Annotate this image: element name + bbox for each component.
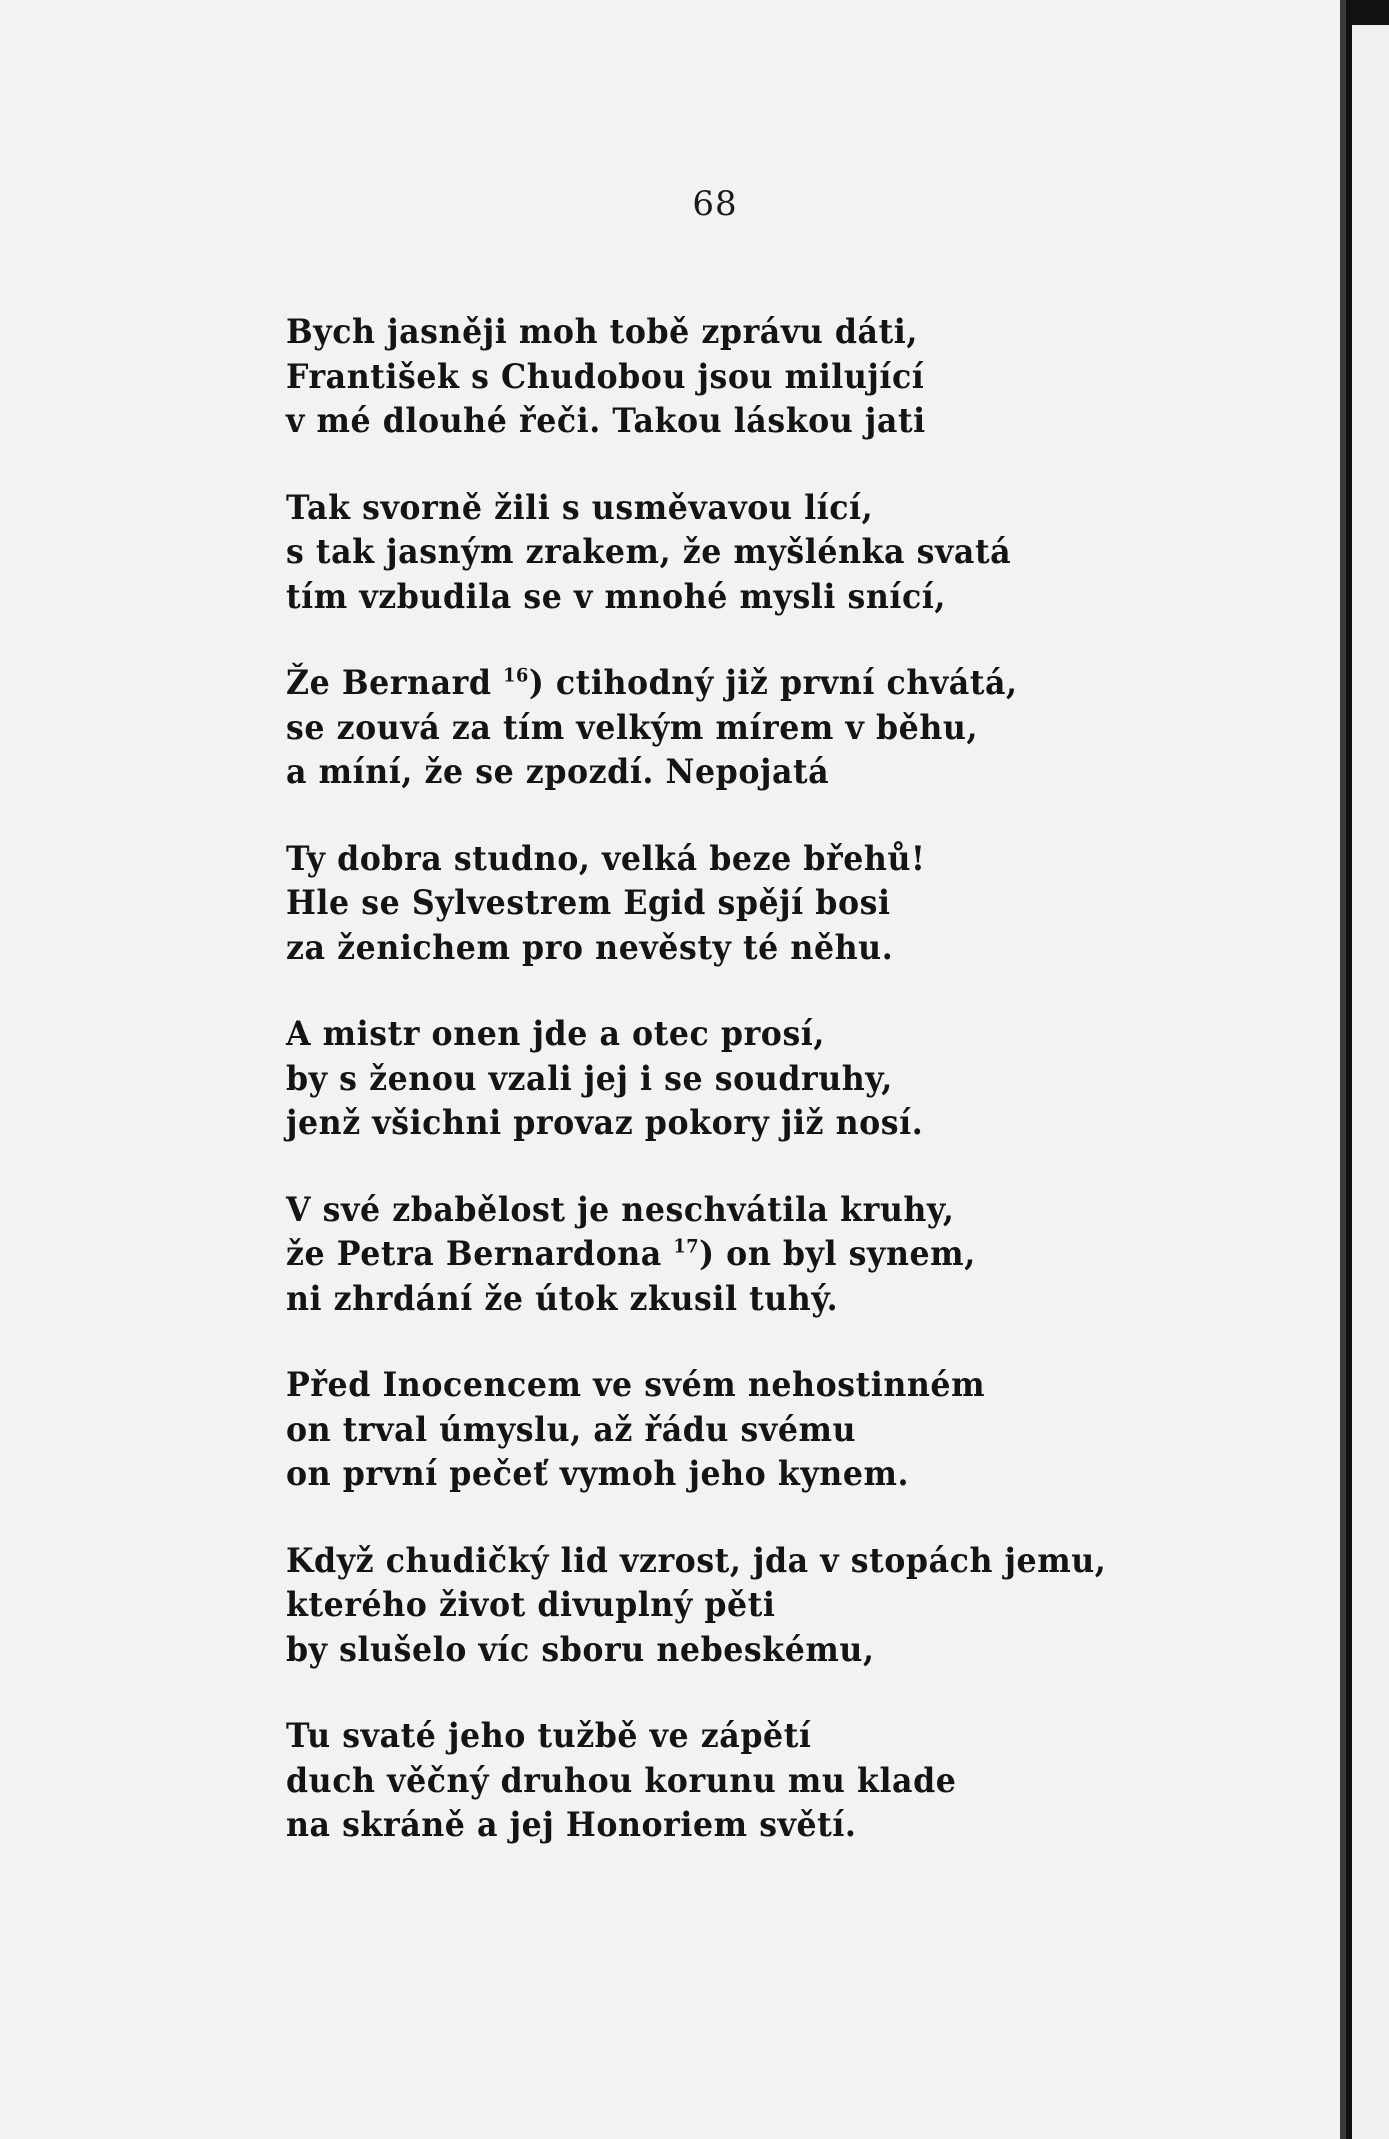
- stanza: [286, 486, 1286, 620]
- verse-text: Že Bernard: [286, 663, 504, 703]
- verse-line: jenž všichni provaz pokory již nosí.: [286, 1103, 924, 1143]
- verse-line: v mé dlouhé řeči. Takou láskou jati: [286, 401, 926, 441]
- verse-text: ) on byl synem,: [699, 1234, 976, 1274]
- verse-line: Tu svaté jeho tužbě ve zápětí: [286, 1716, 812, 1756]
- verse-line: za ženichem pro nevěsty té něhu.: [286, 927, 894, 968]
- verse-line: Před Inocencem ve svém nehostinném: [286, 1365, 986, 1405]
- verse-line: ni zhrdání že útok zkusil tuhý.: [286, 1278, 839, 1319]
- verse-line: by s ženou vzali jej i se soudruhy,: [286, 1058, 893, 1099]
- verse-line: Tak svorně žili s usměvavou lící,: [286, 487, 874, 528]
- footnote-marker: 17: [673, 1235, 700, 1258]
- verse-line: on trval úmyslu, až řádu svému: [286, 1409, 857, 1450]
- verse-line: kterého život divuplný pěti: [286, 1585, 776, 1625]
- verse-text: ) ctihodný již první chvátá,: [528, 663, 1018, 703]
- verse-line: a míní, že se zpozdí. Nepojatá: [286, 752, 830, 792]
- verse-line: Hle se Sylvestrem Egid spějí bosi: [286, 883, 891, 923]
- verse-line: Ty dobra studno, velká beze břehů!: [286, 838, 926, 879]
- verse-line: tím vzbudila se v mnohé mysli snící,: [286, 576, 946, 617]
- verse-line: František s Chudobou jsou milující: [286, 356, 925, 397]
- stanza: [286, 1539, 1286, 1673]
- verse-text: že Petra Bernardona: [286, 1234, 674, 1274]
- page-number: 68: [692, 184, 738, 224]
- verse-line: A mistr onen jde a otec prosí,: [286, 1014, 825, 1054]
- stanza: [286, 1363, 1286, 1497]
- verse-line: Když chudičký lid vzrost, jda v stopách jemu,: [286, 1540, 1107, 1581]
- verse-line: s tak jasným zrakem, že myšlénka svatá: [286, 532, 1012, 572]
- page-edge-shadow: [1340, 0, 1346, 2139]
- footnote-marker: 16: [503, 664, 529, 687]
- verse-line: duch věčný druhou korunu mu klade: [286, 1760, 957, 1801]
- verse-line: [286, 1232, 1216, 1277]
- poem-body: [286, 310, 1286, 1890]
- verse-line: by slušelo víc sboru nebeskému,: [286, 1629, 875, 1670]
- verse-line: [286, 661, 1216, 706]
- verse-line: na skráně a jej Honoriem světí.: [286, 1805, 857, 1845]
- stanza: [286, 837, 1286, 971]
- verse-line: on první pečeť vymoh jeho kynem.: [286, 1454, 910, 1494]
- stanza: [286, 1714, 1286, 1848]
- adjacent-page-strip: [1352, 25, 1389, 2139]
- stanza: [286, 1188, 1286, 1322]
- stanza: [286, 1012, 1286, 1146]
- stanza: [286, 310, 1286, 444]
- verse-line: se zouvá za tím velkým mírem v běhu,: [286, 707, 979, 748]
- verse-line: V své zbabělost je neschvátila kruhy,: [286, 1189, 955, 1230]
- stanza: [286, 661, 1286, 795]
- verse-line: Bych jasněji moh tobě zprávu dáti,: [286, 312, 918, 352]
